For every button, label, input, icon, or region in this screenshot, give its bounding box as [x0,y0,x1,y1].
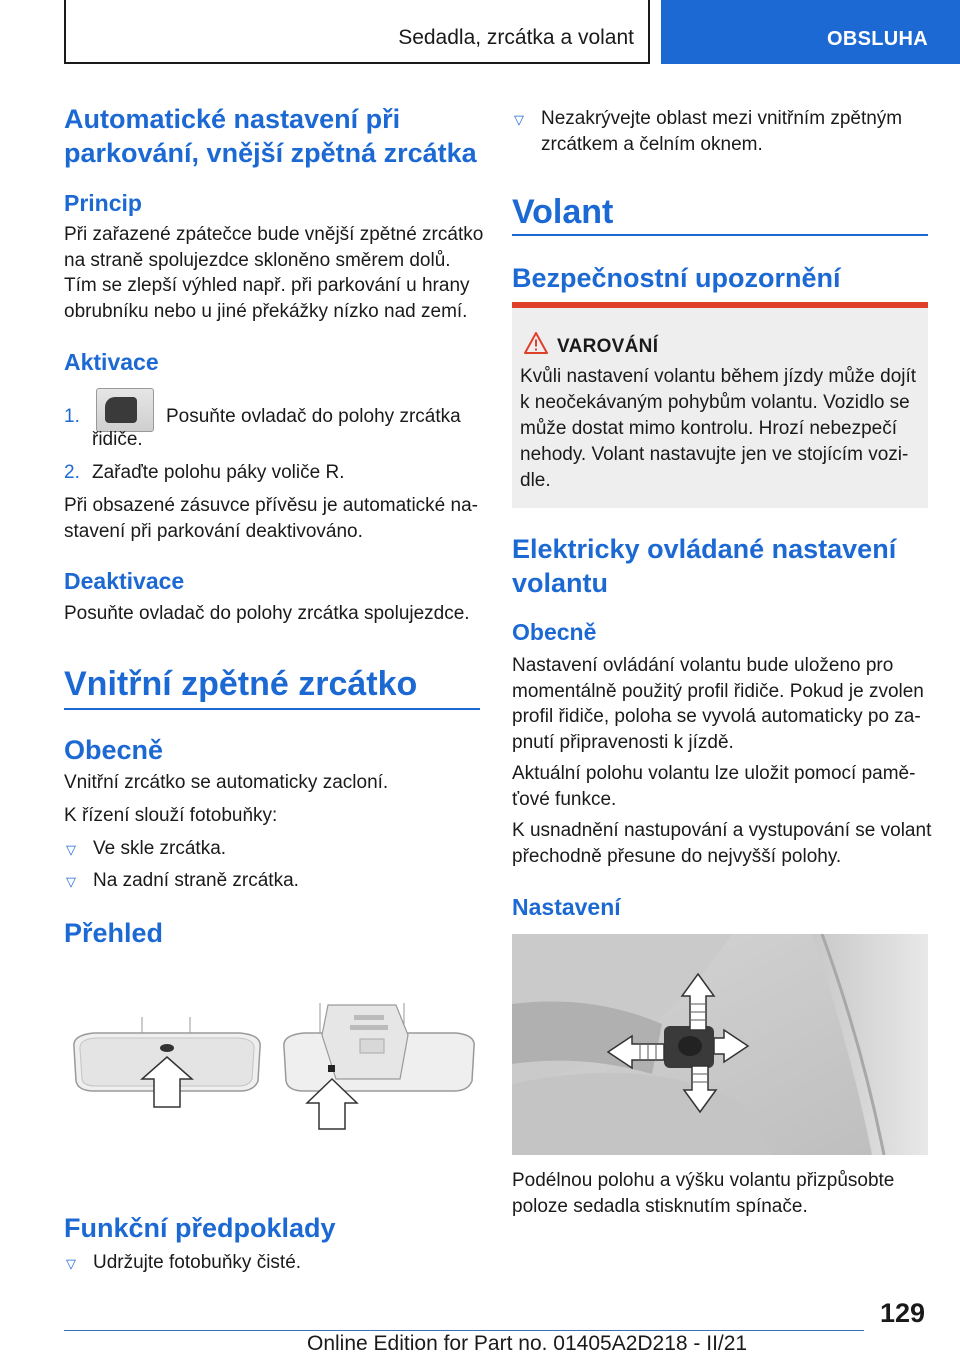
warning-text: Kvůli nastavení volantu během jízdy může dojít k neočekávaným pohybům volantu. Vozidlo se může dostat mimo kontrolu. Hrozí nebezpečí nehody. Volant nastavujte jen ve stojícím vozi‐ dle. [520,366,917,491]
warning-label: VAROVÁNÍ [557,336,659,357]
obecne-text-left: Vnitřní zrcátko se automaticky zacloní. [64,772,389,793]
bullet-item: Nezakrývejte oblast mezi vnitřním zpětným zrcátkem a čelním oknem. [541,108,903,155]
mirror-overview-illustration [64,995,480,1145]
princip-text: Při zařazené zpátečce bude vnější zpětné zrcátko na straně spolujezdce skloněno směrem dolů. Tím se zlepší výhled např. při parkování u hrany obrubníku nebo u jiné překážky nízko nad zemí. [64,224,484,322]
bullet-triangle-icon: ▽ [514,112,524,127]
prehled-heading: Přehled [64,918,164,948]
nastaveni-heading: Nastavení [512,894,621,920]
electric-adjust-title: Elektricky ovládané nastavení volantu [512,534,897,598]
footer-rule [64,1330,864,1331]
step-1-continued: řidiče. [92,429,143,450]
easy-entry-text: K usnadnění nastupování a vystupování se volant přechodně přesune do nejvyšší polohy. [512,820,932,867]
header-chapter-title: OBSLUHA [827,28,928,50]
control-text: K řízení slouží fotobuňky: [64,805,278,826]
safety-heading: Bezpečnostní upozornění [512,263,841,293]
obecne-text-right: Nastavení ovládání volantu bude uloženo pro momentálně použitý profil řidiče. Pokud je zvolen profil řidiče, poloha se vyvolá automaticky po za‐ pnutí připravenosti k jízdě. [512,655,924,753]
bullet-triangle-icon: ▽ [66,1256,76,1271]
auto-parking-title: Automatické nastavení při parkování, vnější zpětná zrcátka [64,104,477,168]
step-2-number: 2. [64,462,80,483]
header-chapter-box [661,0,960,64]
page-number: 129 [880,1298,926,1328]
bullet-item: Udržujte fotobuňky čisté. [93,1252,302,1273]
bullet-item: Na zadní straně zrcátka. [93,870,299,891]
obecne-heading-right: Obecně [512,619,597,645]
deaktivace-heading: Deaktivace [64,568,185,594]
inner-mirror-title: Vnitřní zpětné zrcátko [64,665,418,703]
step-1: 1. Posuňte ovladač do polohy zrcátka [64,388,484,432]
bullet-triangle-icon: ▽ [66,874,76,889]
warning-box [512,302,928,508]
princip-heading: Princip [64,190,142,216]
deaktivace-text: Posuňte ovladač do polohy zrcátka spolujezdce. [64,603,470,624]
mirror-switch-icon [96,388,154,432]
volant-title: Volant [512,193,614,231]
steering-adjust-photo [512,934,928,1155]
towbar-note: Při obsazené zásuvce přívěsu je automatické na‐ stavení při parkování deaktivováno. [64,495,478,542]
footer-edition: Online Edition for Part no. 01405A2D218 - II/21 [307,1332,748,1355]
obecne-heading-left: Obecně [64,735,164,765]
photo-caption: Podélnou polohu a výšku volantu přizpůsobte poloze sedadla stisknutím spínače. [512,1170,895,1217]
volant-rule [512,234,928,236]
header-section-box [64,0,650,64]
step-2: 2. Zařaďte polohu páky voliče R. [64,460,344,486]
header-section-title: Sedadla, zrcátka a volant [398,26,634,49]
memory-text: Aktuální polohu volantu lze uložit pomocí pamě‐ ťové funkce. [512,763,916,810]
aktivace-heading: Aktivace [64,349,159,375]
funkcni-heading: Funkční předpoklady [64,1213,336,1243]
step-1-number: 1. [64,406,80,427]
warning-triangle-icon [524,332,548,354]
inner-mirror-rule [64,708,480,710]
bullet-triangle-icon: ▽ [66,842,76,857]
bullet-item: Ve skle zrcátka. [93,838,227,859]
